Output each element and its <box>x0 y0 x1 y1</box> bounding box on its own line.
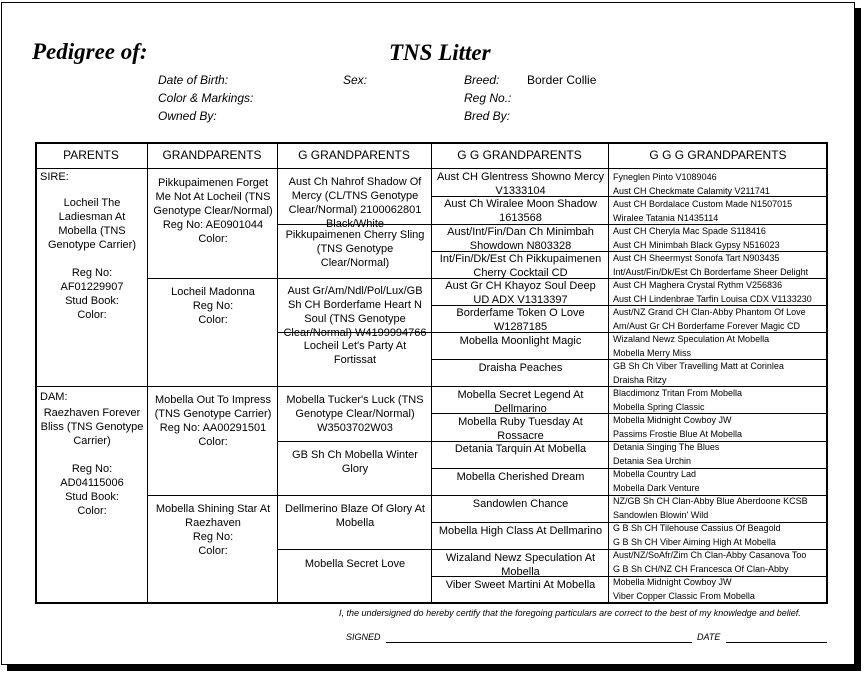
dam-stud-book: Stud Book: <box>65 491 119 503</box>
litter-name: TNS Litter <box>389 40 491 65</box>
grandparent-name: Pikkupaimenen Forget Me Not At Locheil (TNS Genotype Clear/Normal) <box>153 177 273 217</box>
sire-stud-book: Stud Book: <box>65 295 119 307</box>
g-grandparent: Pikkupaimenen Cherry Sling (TNS Genotype Clear/Normal) <box>285 229 425 269</box>
ggg-grandparent: Aust CH Minimbah Black Gypsy N516023 <box>613 239 780 250</box>
ggg-grandparent: Wizaland Newz Speculation At Mobella <box>613 334 770 344</box>
gg-grandparent: Viber Sweet Martini At Mobella <box>445 579 596 591</box>
gg-grandparent: Wizaland Newz Speculation At Mobella <box>445 552 596 578</box>
gg-grandparent: Mobella Secret Legend At Dellmarino <box>457 389 584 415</box>
sire-color: Color: <box>77 309 107 321</box>
gg-grandparent: Mobella Ruby Tuesday At Rossacre <box>458 416 583 442</box>
ggg-grandparent: Passims Frostie Blue At Mobella <box>613 428 743 439</box>
ggg-grandparent: NZ/GB Sh CH Clan-Abby Blue Aberdoone KCSB <box>613 496 808 506</box>
gg-grandparent: Borderfame Token O Love W1287185 <box>456 307 585 333</box>
ggg-grandparent: Int/Aust/Fin/Dk/Est Ch Borderfame Sheer Delight <box>613 266 809 277</box>
date-label: DATE <box>697 632 721 642</box>
ggg-grandparent: Mobella Spring Classic <box>613 401 705 412</box>
ggg-grandparent: Aust CH Lindenbrae Tarfin Louisa CDX V1133230 <box>613 293 812 304</box>
col-parents: PARENTS <box>63 148 119 162</box>
grandparent-reg: Reg No: AE0901044 <box>162 219 264 231</box>
grandparent-color: Color: <box>198 314 228 326</box>
pedigree-table <box>35 142 828 604</box>
sire-label: SIRE: <box>40 171 69 183</box>
gg-grandparent: Mobella High Class At Dellmarino <box>438 525 603 537</box>
ggg-grandparent: Aust CH Checkmate Calamity V211741 <box>613 185 770 196</box>
grandparent-color: Color: <box>198 436 228 448</box>
grandparent-name: Mobella Out To Impress (TNS Genotype Carrier) <box>154 394 272 420</box>
ggg-grandparents-list <box>610 170 826 602</box>
reg-no-label: Reg No.: <box>464 91 512 105</box>
ggg-grandparent: Aust CH Cheryla Mac Spade S118416 <box>613 226 766 236</box>
gg-grandparent: Draisha Peaches <box>478 362 563 374</box>
grandparent-color: Color: <box>198 545 228 557</box>
col-grandparents: GRANDPARENTS <box>162 148 262 162</box>
ggg-grandparent: Aust CH Sheermyst Sonofa Tart N903435 <box>613 253 780 263</box>
ggg-grandparent: Mobella Midnight Cowboy JW <box>613 415 732 425</box>
pedigree-title-label: Pedigree of: <box>32 39 148 64</box>
owned-by-label: Owned By: <box>158 109 217 123</box>
sire-cell <box>37 170 147 384</box>
ggg-grandparent: Viber Copper Classic From Mobella <box>613 590 755 601</box>
ggg-grandparent: Aust CH Maghera Crystal Rythm V256836 <box>613 280 783 290</box>
ggg-grandparent: G B Sh CH Tilehouse Cassius Of Beagold <box>613 523 781 533</box>
sire-name: Locheil The Ladiesman At Mobella (TNS Genotype Carrier) <box>47 197 137 251</box>
gg-grandparent: Aust CH Glentress Showno Mercy V1333104 <box>437 171 604 197</box>
ggg-grandparent: Aust/NZ Grand CH Clan-Abby Phantom Of Love <box>613 307 806 317</box>
certification-text: I, the undersigned do hereby certify that the foregoing particulars are correct to the best of my knowledge and belief. <box>339 608 801 618</box>
ggg-grandparent: Detania Singing The Blues <box>613 442 720 452</box>
sire-reg-label: Reg No: <box>71 267 113 279</box>
grandparent-3 <box>149 393 277 493</box>
ggg-grandparent: Sandowlen Blowin' Wild <box>613 509 709 520</box>
ggg-grandparent: Aust CH Bordalace Custom Made N1507015 <box>613 199 793 209</box>
color-markings-label: Color & Markings: <box>158 91 254 105</box>
dam-cell <box>37 390 147 600</box>
gg-grandparent: Mobella Moonlight Magic <box>459 335 582 347</box>
ggg-grandparent: Blacdimonz Tritan From Mobella <box>613 388 743 398</box>
gg-grandparent: Aust Ch Wiralee Moon Shadow 1613568 <box>444 198 597 224</box>
ggg-grandparent: Wiralee Tatania N1435114 <box>613 212 719 223</box>
g-grandparent: GB Sh Ch Mobella Winter Glory <box>292 449 418 475</box>
g-grandparent: Aust Gr/Am/Ndl/Pol/Lux/GB Sh CH Borderfame Heart N Soul (TNS Genotype Clear/Normal) W4199994766 <box>283 285 427 339</box>
ggg-grandparent: Mobella Country Lad <box>613 469 697 479</box>
breed-label: Breed: <box>464 73 500 87</box>
ggg-grandparent: Draisha Ritzy <box>613 374 667 385</box>
ggg-grandparent: Mobella Midnight Cowboy JW <box>613 577 732 587</box>
col-ggg-grandparents: G G G GRANDPARENTS <box>649 148 787 162</box>
dam-reg-label: Reg No: <box>71 463 113 475</box>
ggg-grandparent: G B Sh CH/NZ CH Francesca Of Clan-Abby <box>613 563 789 574</box>
grandparent-name: Mobella Shining Star At Raezhaven <box>155 503 271 529</box>
sex-label: Sex: <box>343 73 368 87</box>
gg-grandparent: Mobella Cherished Dream <box>456 471 585 483</box>
grandparent-reg: Reg No: <box>192 300 234 312</box>
gg-grandparent: Sandowlen Chance <box>472 498 569 510</box>
signed-label: SIGNED <box>346 632 381 642</box>
gg-grandparent: Aust/Int/Fin/Dan Ch Minimbah Showdown N803328 <box>447 226 594 252</box>
ggg-grandparent: Mobella Merry Miss <box>613 347 692 358</box>
col-g-grandparents: G GRANDPARENTS <box>298 148 410 162</box>
dob-label: Date of Birth: <box>158 73 229 87</box>
g-grandparent: Mobella Secret Love <box>304 558 406 570</box>
ggg-grandparent: Mobella Dark Venture <box>613 482 700 493</box>
ggg-grandparent: Detania Sea Urchin <box>613 455 692 466</box>
sire-reg-no: AF01229907 <box>60 281 124 293</box>
grandparent-color: Color: <box>198 233 228 245</box>
bred-by-label: Bred By: <box>464 109 511 123</box>
dam-reg-no: AD04115006 <box>60 477 124 489</box>
gg-grandparent: Aust Gr CH Khayoz Soul Deep UD ADX V1313397 <box>445 280 596 306</box>
signature-line[interactable] <box>386 642 692 643</box>
pedigree-page <box>1 2 855 665</box>
col-gg-grandparents: G G GRANDPARENTS <box>457 148 582 162</box>
grandparent-reg: Reg No: <box>192 531 234 543</box>
breed-value: Border Collie <box>527 73 597 87</box>
ggg-grandparent: Aust/NZ/SoAfr/Zim Ch Clan-Abby Casanova Too <box>613 550 807 560</box>
g-grandparent: Locheil Let's Party At Fortissat <box>303 340 407 366</box>
g-grandparent: Dellmerino Blaze Of Glory At Mobella <box>285 503 425 529</box>
ggg-grandparent: G B Sh CH Viber Aiming High At Mobella <box>613 536 776 547</box>
grandparent-2 <box>149 285 277 385</box>
dam-label: DAM: <box>40 391 68 403</box>
grandparent-reg: Reg No: AA00291501 <box>159 422 267 434</box>
dam-color: Color: <box>77 505 107 517</box>
gg-grandparent: Int/Fin/Dk/Est Ch Pikkupaimenen Cherry Cocktail CD <box>439 253 602 279</box>
ggg-grandparent: Fyneglen Pinto V1089046 <box>613 172 717 182</box>
dam-name: Raezhaven Forever Bliss (TNS Genotype Carrier) <box>40 407 144 447</box>
ggg-grandparent: Am/Aust Gr CH Borderfame Forever Magic CD <box>613 320 801 331</box>
grandparent-1 <box>149 176 277 276</box>
grandparent-name: Locheil Madonna <box>171 286 255 298</box>
date-line[interactable] <box>726 642 827 643</box>
grandparent-4 <box>149 502 277 600</box>
gg-grandparent: Detania Tarquin At Mobella <box>454 443 587 455</box>
g-grandparent: Mobella Tucker's Luck (TNS Genotype Clear/Normal) W3503702W03 <box>286 394 424 434</box>
ggg-grandparent: GB Sh Ch Viber Travelling Matt at Corinlea <box>613 361 784 371</box>
g-grandparent: Aust Ch Nahrof Shadow Of Mercy (CL/TNS Genotype Clear/Normal) 2100062801 Black/White <box>288 176 422 230</box>
